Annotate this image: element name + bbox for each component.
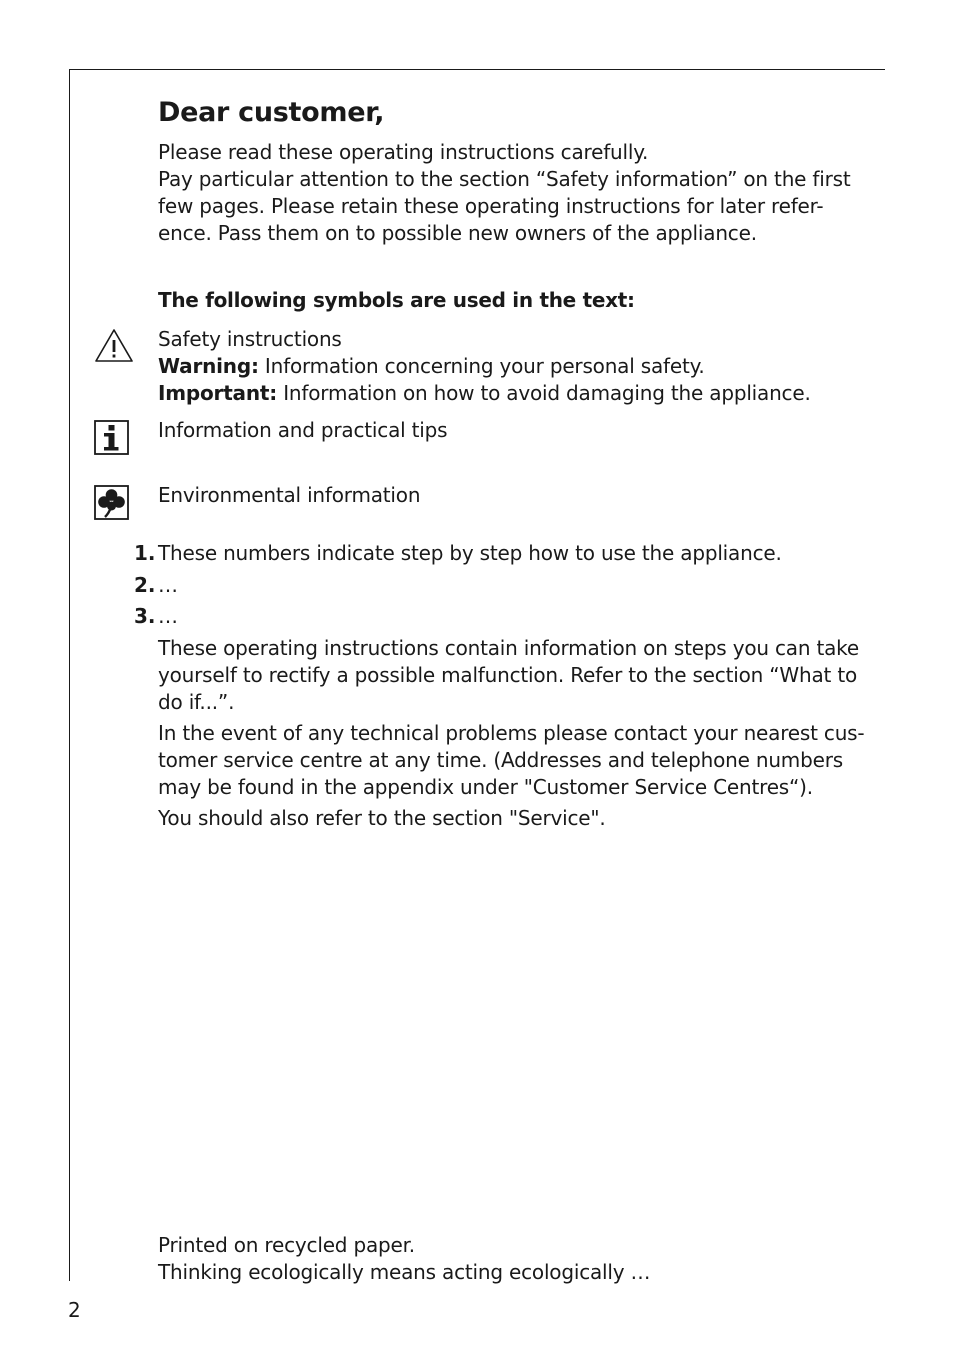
- step-text: …: [158, 573, 178, 597]
- malfunction-paragraph: [158, 635, 859, 716]
- intro-paragraph: [158, 139, 851, 247]
- safety-block: [158, 326, 811, 407]
- warning-label: Warning:: [158, 354, 259, 378]
- paragraph-line: In the event of any technical problems please contact your nearest cus-: [158, 721, 865, 745]
- intro-line: Pay particular attention to the section “Safety information” on the first: [158, 167, 851, 191]
- page-title: Dear customer,: [158, 97, 385, 128]
- warning-line: [158, 353, 811, 380]
- paragraph-line: These operating instructions contain information on steps you can take: [158, 636, 859, 660]
- info-text: Information and practical tips: [158, 418, 448, 442]
- environment-text: Environmental information: [158, 483, 421, 507]
- warning-text: Information concerning your personal safety.: [258, 354, 705, 378]
- intro-line: Please read these operating instructions carefully.: [158, 140, 649, 164]
- top-rule: [69, 69, 885, 70]
- important-line: [158, 380, 811, 407]
- step-number: 1.: [134, 541, 156, 565]
- footer-note: [158, 1232, 650, 1286]
- left-rule: [69, 69, 70, 1281]
- important-text: Information on how to avoid damaging the appliance.: [277, 381, 811, 405]
- intro-line: few pages. Please retain these operating instructions for later refer-: [158, 194, 824, 218]
- paragraph-line: yourself to rectify a possible malfunction. Refer to the section “What to: [158, 663, 857, 687]
- step-number: 3.: [134, 604, 156, 628]
- info-icon: [94, 420, 129, 455]
- warning-triangle-icon: [94, 328, 134, 364]
- footer-line: Thinking ecologically means acting ecologically …: [158, 1260, 651, 1284]
- step-number: 2.: [134, 573, 156, 597]
- footer-line: Printed on recycled paper.: [158, 1233, 415, 1257]
- paragraph-line: do if...”.: [158, 690, 235, 714]
- page-number: 2: [68, 1298, 81, 1322]
- paragraph-line: tomer service centre at any time. (Addresses and telephone numbers: [158, 748, 843, 772]
- intro-line: ence. Pass them on to possible new owners of the appliance.: [158, 221, 757, 245]
- symbols-heading: The following symbols are used in the text:: [158, 288, 635, 312]
- clover-icon: [94, 485, 129, 520]
- step-text: …: [158, 604, 178, 628]
- safety-instructions-label: Safety instructions: [158, 327, 342, 351]
- important-label: Important:: [158, 381, 278, 405]
- technical-problems-paragraph: [158, 720, 864, 801]
- step-text: These numbers indicate step by step how to use the appliance.: [158, 541, 782, 565]
- paragraph-line: may be found in the appendix under "Customer Service Centres“).: [158, 775, 813, 799]
- service-reference: You should also refer to the section "Service".: [158, 806, 606, 830]
